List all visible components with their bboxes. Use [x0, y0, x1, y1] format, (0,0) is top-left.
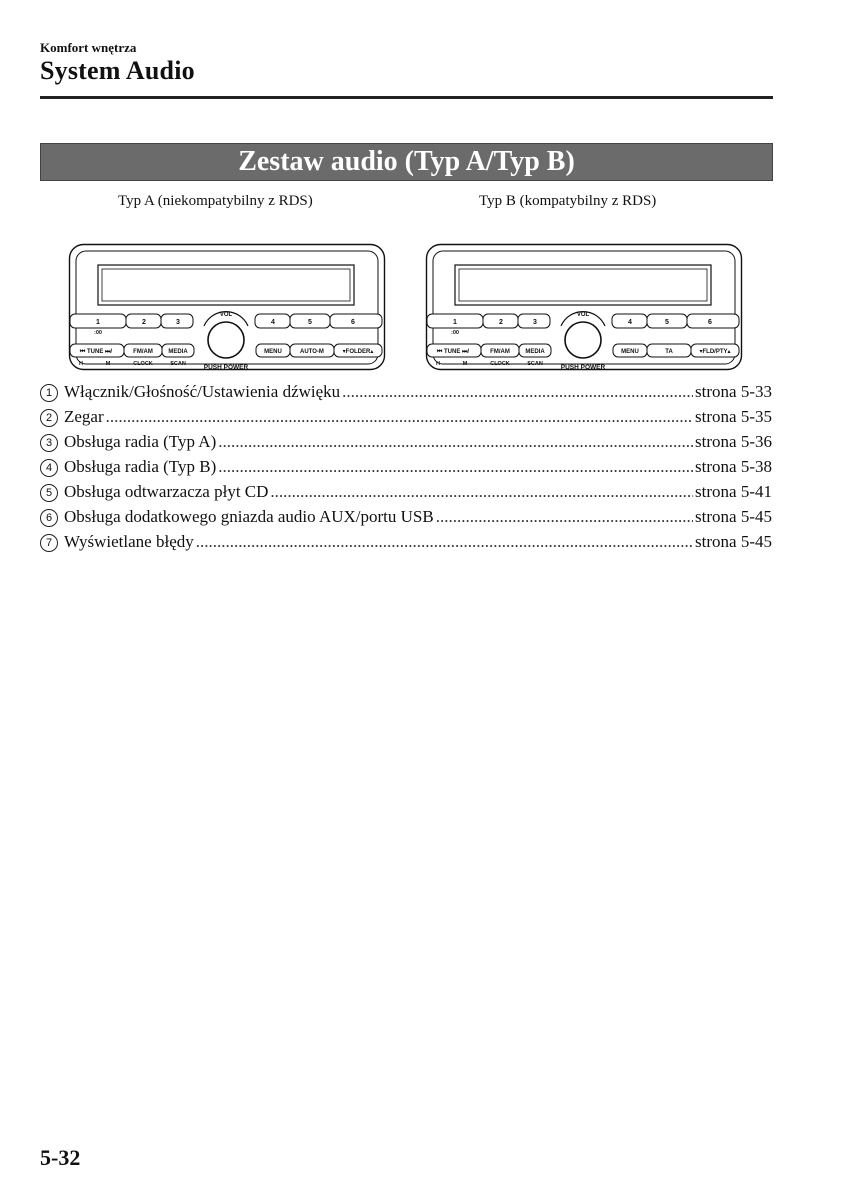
- toc-leader-dots: [342, 382, 693, 402]
- toc-leader-dots: [436, 507, 693, 527]
- preset-button-6: 6: [351, 319, 355, 326]
- toc-item-page: strona 5-36: [695, 432, 772, 451]
- volume-knob: [565, 322, 601, 358]
- toc-item: [40, 457, 772, 482]
- audio-unit-b-illustration: [425, 243, 745, 378]
- toc-item-text: Obsługa radia (Typ A): [64, 432, 217, 451]
- toc-item-page: strona 5-33: [695, 382, 772, 401]
- toc-item-text: Obsługa radia (Typ B): [64, 457, 217, 476]
- toc-leader-dots: [196, 532, 693, 552]
- toc-item-text: Włącznik/Głośność/Ustawienia dźwięku: [64, 382, 341, 401]
- minute-label: M: [105, 361, 111, 367]
- toc-item-page: strona 5-41: [695, 482, 772, 501]
- preset-button-6: 6: [708, 319, 712, 326]
- toc-item-page: strona 5-45: [695, 532, 772, 551]
- preset-button-2: 2: [499, 319, 503, 326]
- preset-button-2: 2: [142, 319, 146, 326]
- unit-b-caption: Typ B (kompatybilny z RDS): [479, 193, 657, 209]
- toc-item-number: 7: [40, 534, 58, 552]
- hour-label: H: [436, 361, 440, 367]
- toc-item-text: Wyświetlane błędy: [64, 532, 194, 551]
- toc-item-page: strona 5-38: [695, 457, 772, 476]
- toc-item: [40, 432, 772, 457]
- fld-pty-button-label: ▾FLD/PTY▴: [699, 349, 731, 355]
- menu-button-label: MENU: [264, 349, 282, 355]
- toc-item-number: 6: [40, 509, 58, 527]
- preset-button-3: 3: [533, 319, 537, 326]
- toc-leader-dots: [106, 407, 693, 427]
- tune-button-label: ⏮ TUNE ⏭/: [436, 349, 470, 355]
- audio-unit-a-illustration: [68, 243, 388, 378]
- preset-button-4: 4: [271, 319, 275, 326]
- toc-item-number: 1: [40, 384, 58, 402]
- auto-m-button-label: AUTO-M: [300, 349, 324, 355]
- unit-a-caption: Typ A (niekompatybilny z RDS): [118, 193, 313, 209]
- title-rule: [40, 96, 773, 99]
- toc-item-number: 5: [40, 484, 58, 502]
- toc-item: [40, 382, 772, 407]
- toc-item-text: Obsługa odtwarzacza płyt CD: [64, 482, 269, 501]
- clock-label: CLOCK: [133, 361, 153, 367]
- hour-label: H: [79, 361, 83, 367]
- section-label: Komfort wnętrza: [40, 40, 137, 55]
- preset-button-1: 1: [453, 319, 457, 326]
- folder-button-label: ▾FOLDER▴: [342, 349, 374, 355]
- toc-item-text: Zegar: [64, 407, 104, 426]
- preset-button-3: 3: [176, 319, 180, 326]
- toc-item-number: 4: [40, 459, 58, 477]
- fm-am-button-label: FM/AM: [490, 349, 510, 355]
- scan-label: SCAN: [170, 361, 186, 367]
- minute-label: M: [462, 361, 468, 367]
- media-button-label: MEDIA: [168, 349, 188, 355]
- tune-button-label: ⏮ TUNE ⏭/: [79, 349, 113, 355]
- toc-item-page: strona 5-45: [695, 507, 772, 526]
- fm-am-button-label: FM/AM: [133, 349, 153, 355]
- preset-button-5: 5: [665, 319, 669, 326]
- clock-zero-label: :00: [451, 330, 459, 336]
- media-button-label: MEDIA: [525, 349, 545, 355]
- push-power-label: PUSH POWER: [560, 364, 606, 371]
- vol-label: VOL: [219, 312, 233, 318]
- preset-button-5: 5: [308, 319, 312, 326]
- vol-label: VOL: [576, 312, 590, 318]
- section-banner: Zestaw audio (Typ A/Typ B): [40, 143, 773, 181]
- clock-label: CLOCK: [490, 361, 510, 367]
- toc-leader-dots: [218, 432, 693, 452]
- toc-item: [40, 532, 772, 557]
- toc-leader-dots: [218, 457, 693, 477]
- push-power-label: PUSH POWER: [203, 364, 249, 371]
- toc-item-number: 3: [40, 434, 58, 452]
- toc-list: [40, 382, 772, 557]
- toc-item-page: strona 5-35: [695, 407, 772, 426]
- preset-button-4: 4: [628, 319, 632, 326]
- page-number: 5-32: [40, 1145, 81, 1170]
- page-title: System Audio: [40, 56, 195, 85]
- menu-button-label: MENU: [621, 349, 639, 355]
- volume-knob: [208, 322, 244, 358]
- preset-button-1: 1: [96, 319, 100, 326]
- ta-button-label: TA: [665, 349, 673, 355]
- scan-label: SCAN: [527, 361, 543, 367]
- toc-leader-dots: [270, 482, 693, 502]
- toc-item-text: Obsługa dodatkowego gniazda audio AUX/portu USB: [64, 507, 434, 526]
- toc-item-number: 2: [40, 409, 58, 427]
- clock-zero-label: :00: [94, 330, 102, 336]
- toc-item: [40, 407, 772, 432]
- toc-item: [40, 507, 772, 532]
- toc-item: [40, 482, 772, 507]
